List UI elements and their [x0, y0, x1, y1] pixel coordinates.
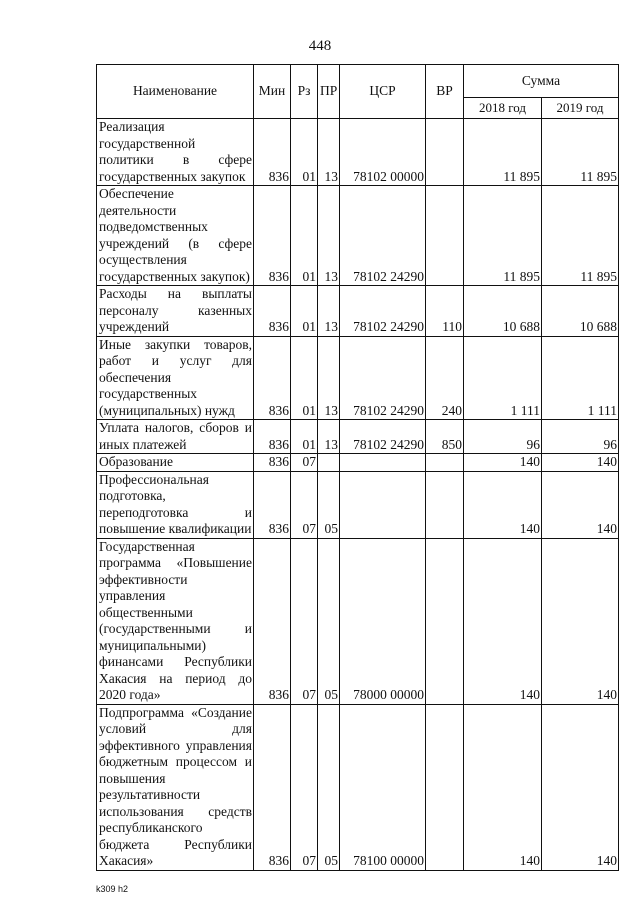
- header-sum: Сумма: [464, 65, 619, 98]
- cell-rz: 01: [291, 336, 318, 420]
- cell-2019: 140: [542, 704, 619, 870]
- table-row: [97, 286, 619, 337]
- cell-2019: 11 895: [542, 119, 619, 186]
- header-pr: ПР: [318, 65, 340, 119]
- cell-min: 836: [254, 336, 291, 420]
- cell-pr: 13: [318, 186, 340, 286]
- cell-2018: 140: [464, 471, 542, 538]
- cell-pr: 13: [318, 119, 340, 186]
- cell-min: 836: [254, 704, 291, 870]
- cell-rz: 01: [291, 286, 318, 337]
- cell-name: Подпрограмма «Создание условий для эффективного управления бюджетным процессом и повышения результативности использования средств республиканского бюджета Республики Хакасия»: [97, 704, 254, 870]
- cell-2019: 11 895: [542, 186, 619, 286]
- cell-csr: 78100 00000: [340, 704, 426, 870]
- cell-2019: 1 111: [542, 336, 619, 420]
- table-row: [97, 186, 619, 286]
- cell-name: Образование: [97, 454, 254, 472]
- header-year-2018: 2018 год: [464, 98, 542, 119]
- cell-min: 836: [254, 186, 291, 286]
- cell-2018: 11 895: [464, 186, 542, 286]
- header-min: Мин: [254, 65, 291, 119]
- cell-2018: 140: [464, 538, 542, 704]
- cell-csr: 78102 24290: [340, 286, 426, 337]
- cell-pr: 13: [318, 336, 340, 420]
- cell-min: 836: [254, 420, 291, 454]
- cell-vr: [426, 471, 464, 538]
- cell-csr: [340, 471, 426, 538]
- cell-rz: 07: [291, 454, 318, 472]
- cell-rz: 01: [291, 119, 318, 186]
- cell-2019: 140: [542, 471, 619, 538]
- cell-vr: 110: [426, 286, 464, 337]
- table-row: [97, 420, 619, 454]
- cell-vr: 240: [426, 336, 464, 420]
- cell-pr: 05: [318, 471, 340, 538]
- cell-name: Иные закупки товаров, работ и услуг для обеспечения государственных (муниципальных) нужд: [97, 336, 254, 420]
- cell-name: Реализация государственной политики в сфере государственных закупок: [97, 119, 254, 186]
- cell-rz: 07: [291, 538, 318, 704]
- cell-vr: [426, 454, 464, 472]
- cell-vr: [426, 119, 464, 186]
- header-rz: Рз: [291, 65, 318, 119]
- cell-name: Профессиональная подготовка, переподготовка и повышение квалификации: [97, 471, 254, 538]
- table-row: [97, 538, 619, 704]
- cell-2018: 1 111: [464, 336, 542, 420]
- header-year-2019: 2019 год: [542, 98, 619, 119]
- cell-2018: 96: [464, 420, 542, 454]
- cell-pr: 13: [318, 286, 340, 337]
- cell-pr: [318, 454, 340, 472]
- cell-name: Государственная программа «Повышение эффективности управления общественными (государственными и муниципальными) финансами Республики Хакасия на период до 2020 года»: [97, 538, 254, 704]
- cell-csr: 78102 24290: [340, 420, 426, 454]
- cell-csr: [340, 454, 426, 472]
- page-number: 448: [308, 38, 332, 54]
- cell-2018: 11 895: [464, 119, 542, 186]
- cell-vr: [426, 186, 464, 286]
- cell-name: Уплата налогов, сборов и иных платежей: [97, 420, 254, 454]
- cell-csr: 78000 00000: [340, 538, 426, 704]
- table-header: [97, 65, 619, 119]
- table-row: [97, 454, 619, 472]
- cell-min: 836: [254, 538, 291, 704]
- table-row: [97, 471, 619, 538]
- cell-2019: 140: [542, 454, 619, 472]
- cell-2019: 10 688: [542, 286, 619, 337]
- header-vr: ВР: [426, 65, 464, 119]
- cell-pr: 05: [318, 704, 340, 870]
- cell-vr: [426, 538, 464, 704]
- cell-2018: 140: [464, 454, 542, 472]
- cell-2019: 140: [542, 538, 619, 704]
- cell-vr: [426, 704, 464, 870]
- cell-csr: 78102 24290: [340, 336, 426, 420]
- cell-2018: 140: [464, 704, 542, 870]
- cell-rz: 07: [291, 471, 318, 538]
- table-row: [97, 704, 619, 870]
- cell-min: 836: [254, 471, 291, 538]
- table-body: [97, 119, 619, 871]
- cell-rz: 01: [291, 420, 318, 454]
- cell-min: 836: [254, 454, 291, 472]
- cell-name: Обеспечение деятельности подведомственных учреждений (в сфере осуществления государственных закупок): [97, 186, 254, 286]
- cell-rz: 01: [291, 186, 318, 286]
- cell-pr: 05: [318, 538, 340, 704]
- cell-vr: 850: [426, 420, 464, 454]
- cell-name: Расходы на выплаты персоналу казенных учреждений: [97, 286, 254, 337]
- cell-min: 836: [254, 119, 291, 186]
- cell-rz: 07: [291, 704, 318, 870]
- cell-pr: 13: [318, 420, 340, 454]
- cell-2018: 10 688: [464, 286, 542, 337]
- cell-2019: 96: [542, 420, 619, 454]
- cell-csr: 78102 00000: [340, 119, 426, 186]
- table-row: [97, 119, 619, 186]
- cell-csr: 78102 24290: [340, 186, 426, 286]
- header-csr: ЦСР: [340, 65, 426, 119]
- header-name: Наименование: [97, 65, 254, 119]
- footer-code: k309 h2: [96, 884, 129, 894]
- budget-table: [96, 64, 619, 871]
- cell-min: 836: [254, 286, 291, 337]
- table-row: [97, 336, 619, 420]
